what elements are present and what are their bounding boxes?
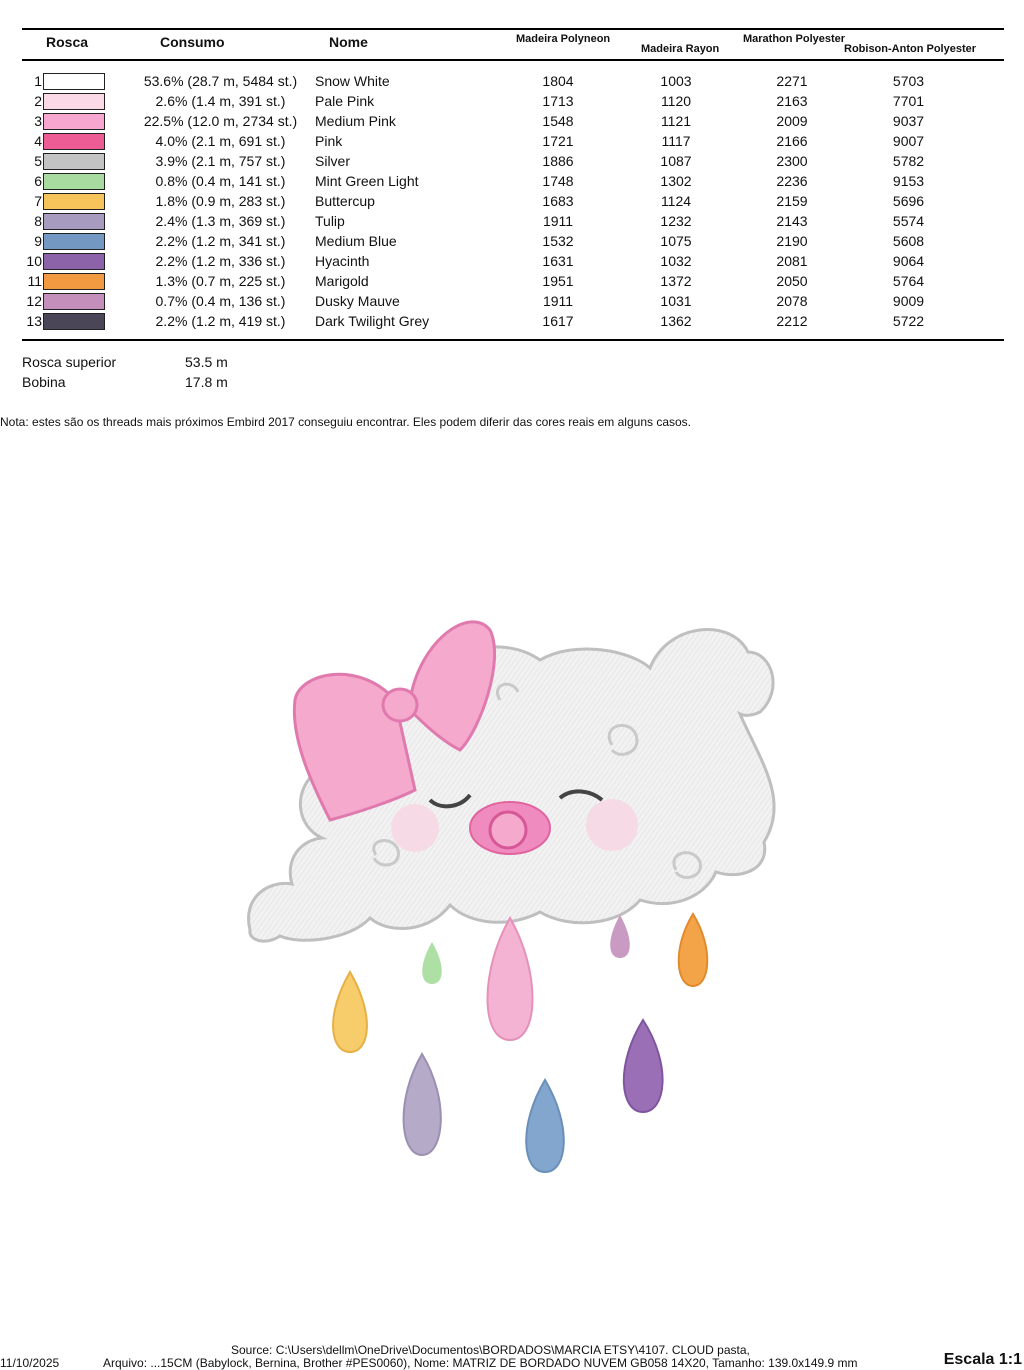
thread-consumption: 2.6% (1.4 m, 391 st.) (155, 93, 286, 109)
marathon-code: 2081 (776, 253, 808, 269)
madeira-polyneon-code: 1721 (542, 133, 574, 149)
marathon-code: 2050 (776, 273, 808, 289)
thread-consumption: 0.8% (0.4 m, 141 st.) (155, 173, 286, 189)
thread-number: 4 (34, 133, 42, 149)
marathon-code: 2300 (776, 153, 808, 169)
thread-number: 8 (34, 213, 42, 229)
footer-scale: Escala 1:1 (943, 1351, 1022, 1368)
thread-number: 2 (34, 93, 42, 109)
thread-name: Buttercup (315, 193, 375, 209)
robison-anton-code: 5703 (892, 73, 925, 89)
robison-anton-code: 9037 (892, 113, 925, 129)
robison-anton-code: 7701 (892, 93, 925, 109)
thread-number: 1 (34, 73, 42, 89)
footer-date: 11/10/2025 (0, 1356, 60, 1370)
col-madeira-rayon-header: Madeira Rayon (641, 43, 720, 55)
thread-consumption: 2.2% (1.2 m, 341 st.) (155, 233, 286, 249)
thread-number: 13 (26, 313, 42, 329)
thread-name: Dark Twilight Grey (315, 313, 430, 329)
col-rosca-header: Rosca (46, 34, 89, 50)
thread-name: Marigold (315, 273, 369, 289)
thread-name: Dusky Mauve (315, 293, 400, 309)
madeira-polyneon-code: 1804 (542, 73, 574, 89)
footer-file: Arquivo: ...15CM (Babylock, Bernina, Brother #PES0060), Nome: MATRIZ DE BORDADO NUVEM GB058 14X20, Tamanho: 139.0x149.9 mm (103, 1356, 858, 1370)
thread-consumption: 22.5% (12.0 m, 2734 st.) (143, 113, 298, 129)
madeira-polyneon-code: 1886 (542, 153, 574, 169)
madeira-rayon-code: 1372 (660, 273, 692, 289)
robison-anton-code: 5764 (892, 273, 925, 289)
madeira-rayon-code: 1302 (660, 173, 692, 189)
thread-consumption: 4.0% (2.1 m, 691 st.) (155, 133, 286, 149)
thread-number: 3 (34, 113, 42, 129)
marathon-code: 2271 (776, 73, 808, 89)
robison-anton-code: 9153 (892, 173, 925, 189)
thread-name: Pink (315, 133, 343, 149)
robison-anton-code: 5574 (892, 213, 925, 229)
robison-anton-code: 9009 (892, 293, 925, 309)
thread-consumption: 53.6% (28.7 m, 5484 st.) (143, 73, 298, 89)
robison-anton-code: 9064 (892, 253, 925, 269)
thread-name: Silver (315, 153, 351, 169)
col-marathon-header: Marathon Polyester (743, 33, 846, 45)
marathon-code: 2078 (776, 293, 808, 309)
madeira-polyneon-code: 1631 (542, 253, 574, 269)
bobbin-label: Bobina (22, 374, 66, 390)
thread-number: 6 (34, 173, 42, 189)
marathon-code: 2190 (776, 233, 808, 249)
thread-name: Pale Pink (315, 93, 375, 109)
footer-source: Source: C:\Users\dellm\OneDrive\Documentos\BORDADOS\MARCIA ETSY\4107. CLOUD pasta, (231, 1343, 750, 1357)
robison-anton-code: 5722 (892, 313, 925, 329)
thread-number: 5 (34, 153, 42, 169)
thread-number: 7 (34, 193, 42, 209)
madeira-polyneon-code: 1617 (542, 313, 574, 329)
thread-consumption: 3.9% (2.1 m, 757 st.) (155, 153, 286, 169)
top-thread-label: Rosca superior (22, 354, 117, 370)
robison-anton-code: 5782 (892, 153, 925, 169)
top-thread-value: 53.5 m (185, 354, 228, 370)
thread-number: 11 (27, 273, 42, 289)
col-consumo-header: Consumo (160, 34, 225, 50)
bobbin-value: 17.8 m (185, 374, 228, 390)
madeira-rayon-code: 1003 (660, 73, 692, 89)
madeira-rayon-code: 1087 (660, 153, 692, 169)
madeira-polyneon-code: 1548 (542, 113, 574, 129)
thread-name: Medium Pink (315, 113, 396, 129)
raindrops-icon (333, 914, 707, 1172)
marathon-code: 2212 (776, 313, 808, 329)
thread-consumption: 1.3% (0.7 m, 225 st.) (155, 273, 286, 289)
col-nome-header: Nome (329, 34, 368, 50)
thread-consumption: 2.4% (1.3 m, 369 st.) (155, 213, 286, 229)
madeira-rayon-code: 1362 (660, 313, 692, 329)
madeira-rayon-code: 1031 (660, 293, 692, 309)
madeira-polyneon-code: 1748 (542, 173, 574, 189)
thread-consumption: 0.7% (0.4 m, 136 st.) (155, 293, 286, 309)
marathon-code: 2236 (776, 173, 808, 189)
thread-number: 10 (26, 253, 42, 269)
thread-consumption: 2.2% (1.2 m, 419 st.) (155, 313, 286, 329)
marathon-code: 2009 (776, 113, 808, 129)
madeira-rayon-code: 1124 (660, 193, 692, 209)
col-robison-header: Robison-Anton Polyester (844, 43, 977, 55)
madeira-rayon-code: 1232 (660, 213, 692, 229)
madeira-polyneon-code: 1911 (542, 213, 574, 229)
marathon-code: 2166 (776, 133, 808, 149)
thread-consumption: 1.8% (0.9 m, 283 st.) (155, 193, 286, 209)
marathon-code: 2163 (776, 93, 808, 109)
madeira-polyneon-code: 1911 (542, 293, 574, 309)
thread-consumption: 2.2% (1.2 m, 336 st.) (155, 253, 286, 269)
madeira-rayon-code: 1121 (660, 113, 692, 129)
madeira-rayon-code: 1075 (660, 233, 692, 249)
robison-anton-code: 9007 (892, 133, 925, 149)
thread-name: Mint Green Light (315, 173, 419, 189)
madeira-polyneon-code: 1532 (542, 233, 574, 249)
madeira-polyneon-code: 1683 (542, 193, 574, 209)
madeira-rayon-code: 1120 (660, 93, 692, 109)
thread-number: 9 (34, 233, 42, 249)
madeira-rayon-code: 1117 (661, 133, 691, 149)
thread-name: Hyacinth (315, 253, 370, 269)
marathon-code: 2159 (776, 193, 808, 209)
col-madeira-polyneon-header: Madeira Polyneon (516, 33, 611, 45)
thread-number: 12 (26, 293, 42, 309)
thread-name: Medium Blue (315, 233, 397, 249)
thread-name: Tulip (315, 213, 345, 229)
robison-anton-code: 5696 (892, 193, 925, 209)
madeira-polyneon-code: 1713 (542, 93, 574, 109)
madeira-rayon-code: 1032 (660, 253, 692, 269)
marathon-code: 2143 (776, 213, 808, 229)
note-text: Nota: estes são os threads mais próximos Embird 2017 conseguiu encontrar. Eles podem diferir das cores reais em alguns casos. (0, 415, 692, 429)
madeira-polyneon-code: 1951 (542, 273, 574, 289)
robison-anton-code: 5608 (892, 233, 925, 249)
thread-name: Snow White (315, 73, 390, 89)
